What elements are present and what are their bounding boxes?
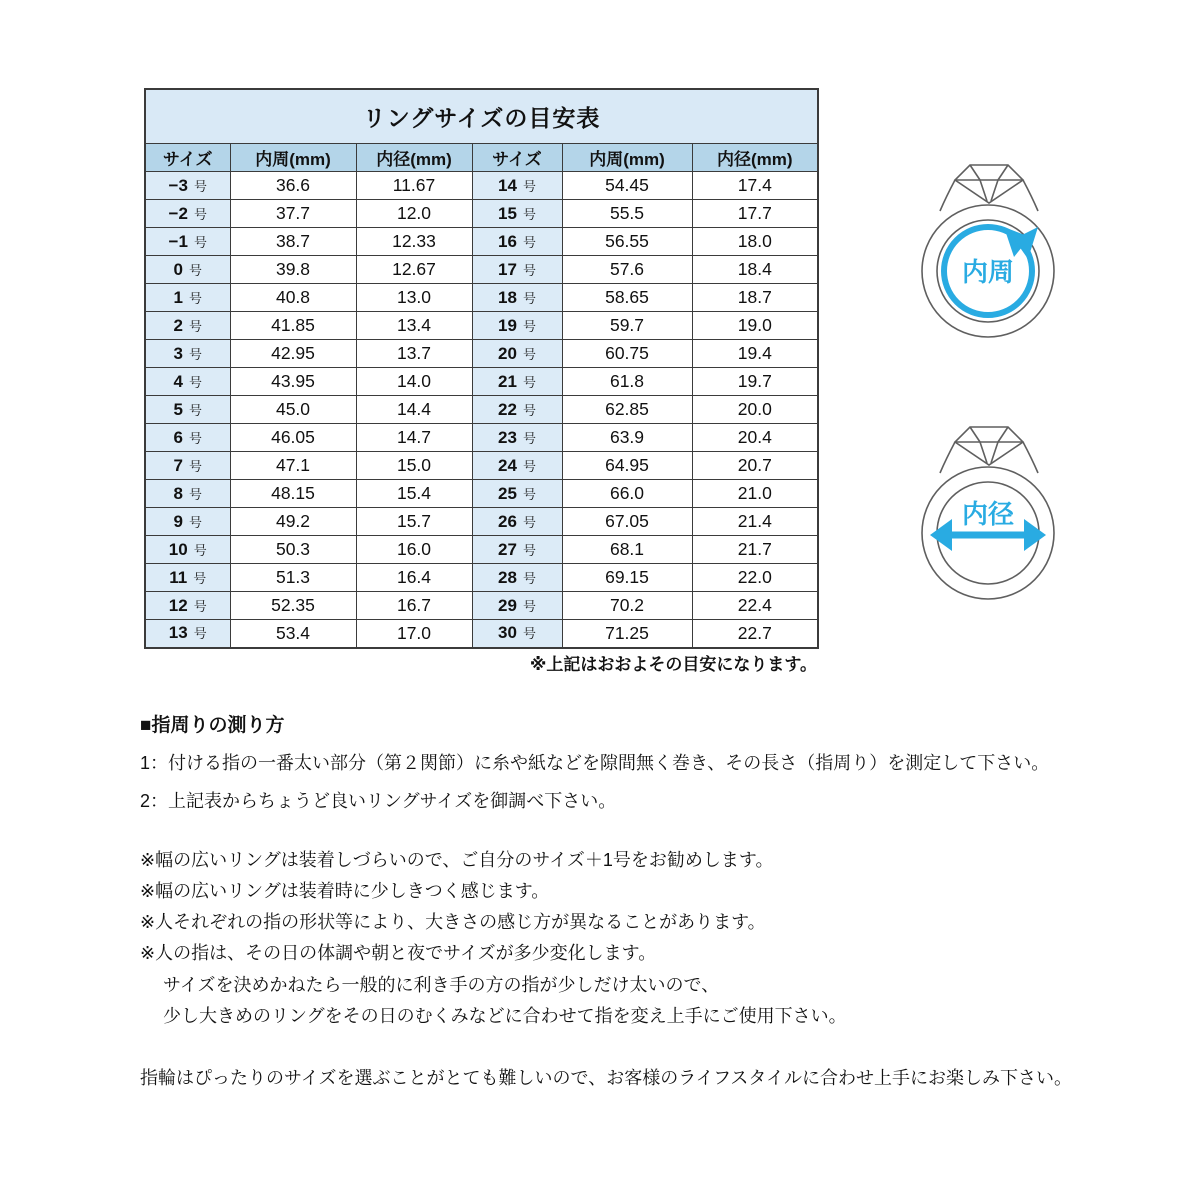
size-cell: 0 号 [145, 256, 230, 284]
size-cell: 26 号 [472, 508, 562, 536]
size-cell: 19 号 [472, 312, 562, 340]
circumference-cell: 57.6 [562, 256, 692, 284]
size-cell: 16 号 [472, 228, 562, 256]
circumference-cell: 51.3 [230, 564, 356, 592]
diameter-cell: 15.4 [356, 480, 472, 508]
table-row [145, 564, 818, 592]
circumference-label: 内周 [961, 257, 1015, 287]
diameter-cell: 12.67 [356, 256, 472, 284]
table-row [145, 508, 818, 536]
header-dia-right: 内径(mm) [692, 144, 818, 172]
diameter-cell: 19.0 [692, 312, 818, 340]
measure-heading: ■指周りの測り方 [140, 715, 285, 736]
diameter-cell: 22.4 [692, 592, 818, 620]
size-cell: 9 号 [145, 508, 230, 536]
circumference-cell: 39.8 [230, 256, 356, 284]
circumference-cell: 46.05 [230, 424, 356, 452]
diameter-cell: 14.7 [356, 424, 472, 452]
circumference-cell: 49.2 [230, 508, 356, 536]
diameter-cell: 14.4 [356, 396, 472, 424]
table-row [145, 396, 818, 424]
ring-size-table [144, 88, 819, 649]
ring-shoulder-left [940, 442, 955, 473]
note-size-changes: ※人の指は、その日の体調や朝と夜でサイズが多少変化します。 [140, 943, 657, 963]
size-cell: 28 号 [472, 564, 562, 592]
circumference-cell: 60.75 [562, 340, 692, 368]
diameter-cell: 15.0 [356, 452, 472, 480]
ring-diagram-circumference [888, 145, 1088, 345]
circumference-cell: 70.2 [562, 592, 692, 620]
header-circ-left: 内周(mm) [230, 144, 356, 172]
note-swelling: 少し大きめのリングをその日のむくみなどに合わせて指を変え上手にご使用下さい。 [163, 1006, 847, 1026]
table-row [145, 256, 818, 284]
table-approx-note: ※上記はおおよその目安になります。 [529, 655, 817, 674]
circumference-cell: 58.65 [562, 284, 692, 312]
size-cell: 2 号 [145, 312, 230, 340]
circumference-cell: 43.95 [230, 368, 356, 396]
size-cell: 27 号 [472, 536, 562, 564]
diameter-label: 内径 [961, 499, 1015, 529]
size-cell: 8 号 [145, 480, 230, 508]
size-cell: 29 号 [472, 592, 562, 620]
diameter-cell: 16.4 [356, 564, 472, 592]
measure-step-1: 1：付ける指の一番太い部分（第２関節）に糸や紙などを隙間無く巻き、その長さ（指周り）を測定して下さい。 [140, 753, 1050, 773]
size-cell: −3 号 [145, 172, 230, 200]
header-circ-right: 内周(mm) [562, 144, 692, 172]
diameter-cell: 22.0 [692, 564, 818, 592]
circumference-cell: 53.4 [230, 620, 356, 648]
circumference-cell: 48.15 [230, 480, 356, 508]
circumference-cell: 55.5 [562, 200, 692, 228]
circumference-cell: 63.9 [562, 424, 692, 452]
size-table-body [145, 172, 818, 648]
circumference-cell: 67.05 [562, 508, 692, 536]
header-size-left: サイズ [145, 144, 230, 172]
diameter-cell: 20.4 [692, 424, 818, 452]
diameter-cell: 14.0 [356, 368, 472, 396]
table-row [145, 284, 818, 312]
footer-message: 指輪はぴったりのサイズを選ぶことがとても難しいので、お客様のライフスタイルに合わせ上手にお楽しみ下さい。 [140, 1068, 1073, 1088]
size-cell: 14 号 [472, 172, 562, 200]
note-finger-shape: ※人それぞれの指の形状等により、大きさの感じ方が異なることがあります。 [140, 912, 766, 932]
diameter-cell: 20.0 [692, 396, 818, 424]
table-row [145, 480, 818, 508]
diameter-cell: 12.33 [356, 228, 472, 256]
circumference-cell: 52.35 [230, 592, 356, 620]
table-title: リングサイズの目安表 [145, 89, 818, 144]
diameter-cell: 16.0 [356, 536, 472, 564]
diameter-cell: 17.7 [692, 200, 818, 228]
ring-shoulder-right [1023, 442, 1038, 473]
header-dia-left: 内径(mm) [356, 144, 472, 172]
circumference-cell: 71.25 [562, 620, 692, 648]
table-row [145, 536, 818, 564]
diameter-cell: 18.0 [692, 228, 818, 256]
measure-step-2: 2：上記表からちょうど良いリングサイズを御調べ下さい。 [140, 791, 617, 811]
diameter-cell: 19.4 [692, 340, 818, 368]
table-row [145, 172, 818, 200]
size-cell: 6 号 [145, 424, 230, 452]
circumference-cell: 36.6 [230, 172, 356, 200]
circumference-cell: 69.15 [562, 564, 692, 592]
circumference-cell: 62.85 [562, 396, 692, 424]
table-row [145, 620, 818, 648]
circumference-cell: 64.95 [562, 452, 692, 480]
diameter-cell: 19.7 [692, 368, 818, 396]
diameter-cell: 21.4 [692, 508, 818, 536]
size-cell: −2 号 [145, 200, 230, 228]
size-cell: 5 号 [145, 396, 230, 424]
table-row [145, 592, 818, 620]
diameter-cell: 20.7 [692, 452, 818, 480]
ring-diagram-diameter [888, 407, 1088, 607]
note-wide-ring-tight: ※幅の広いリングは装着時に少しきつく感じます。 [140, 881, 550, 901]
circumference-cell: 45.0 [230, 396, 356, 424]
table-row [145, 368, 818, 396]
circumference-cell: 38.7 [230, 228, 356, 256]
header-size-right: サイズ [472, 144, 562, 172]
diameter-cell: 21.7 [692, 536, 818, 564]
size-cell: 4 号 [145, 368, 230, 396]
circumference-cell: 37.7 [230, 200, 356, 228]
diameter-cell: 18.7 [692, 284, 818, 312]
diameter-cell: 11.67 [356, 172, 472, 200]
circumference-cell: 50.3 [230, 536, 356, 564]
table-row [145, 452, 818, 480]
diameter-cell: 21.0 [692, 480, 818, 508]
size-cell: 3 号 [145, 340, 230, 368]
circumference-cell: 54.45 [562, 172, 692, 200]
circumference-cell: 61.8 [562, 368, 692, 396]
table-row [145, 312, 818, 340]
circumference-cell: 59.7 [562, 312, 692, 340]
table-row [145, 340, 818, 368]
diameter-cell: 18.4 [692, 256, 818, 284]
diameter-cell: 17.0 [356, 620, 472, 648]
table-row [145, 200, 818, 228]
size-cell: 18 号 [472, 284, 562, 312]
size-cell: 11 号 [145, 564, 230, 592]
size-cell: 21 号 [472, 368, 562, 396]
diameter-cell: 12.0 [356, 200, 472, 228]
diameter-cell: 22.7 [692, 620, 818, 648]
diameter-cell: 16.7 [356, 592, 472, 620]
note-dominant-hand: サイズを決めかねたら一般的に利き手の方の指が少しだけ太いので、 [163, 975, 720, 995]
size-cell: −1 号 [145, 228, 230, 256]
size-cell: 25 号 [472, 480, 562, 508]
size-cell: 17 号 [472, 256, 562, 284]
note-wide-ring-plus1: ※幅の広いリングは装着しづらいので、ご自分のサイズ＋1号をお勧めします。 [140, 850, 774, 870]
size-cell: 1 号 [145, 284, 230, 312]
circumference-cell: 47.1 [230, 452, 356, 480]
diameter-cell: 13.7 [356, 340, 472, 368]
circumference-cell: 56.55 [562, 228, 692, 256]
ring-shoulder-left [940, 180, 955, 211]
size-cell: 23 号 [472, 424, 562, 452]
size-cell: 20 号 [472, 340, 562, 368]
circumference-cell: 68.1 [562, 536, 692, 564]
ring-shoulder-right [1023, 180, 1038, 211]
diameter-cell: 13.4 [356, 312, 472, 340]
circumference-cell: 41.85 [230, 312, 356, 340]
size-cell: 22 号 [472, 396, 562, 424]
size-cell: 24 号 [472, 452, 562, 480]
diameter-cell: 15.7 [356, 508, 472, 536]
circumference-cell: 42.95 [230, 340, 356, 368]
size-cell: 7 号 [145, 452, 230, 480]
size-cell: 30 号 [472, 620, 562, 648]
diameter-cell: 17.4 [692, 172, 818, 200]
table-row [145, 424, 818, 452]
circumference-cell: 40.8 [230, 284, 356, 312]
diameter-cell: 13.0 [356, 284, 472, 312]
size-cell: 10 号 [145, 536, 230, 564]
table-row [145, 228, 818, 256]
size-cell: 12 号 [145, 592, 230, 620]
diamond-icon [955, 427, 1023, 465]
circumference-cell: 66.0 [562, 480, 692, 508]
size-cell: 13 号 [145, 620, 230, 648]
size-cell: 15 号 [472, 200, 562, 228]
diamond-icon [955, 165, 1023, 203]
